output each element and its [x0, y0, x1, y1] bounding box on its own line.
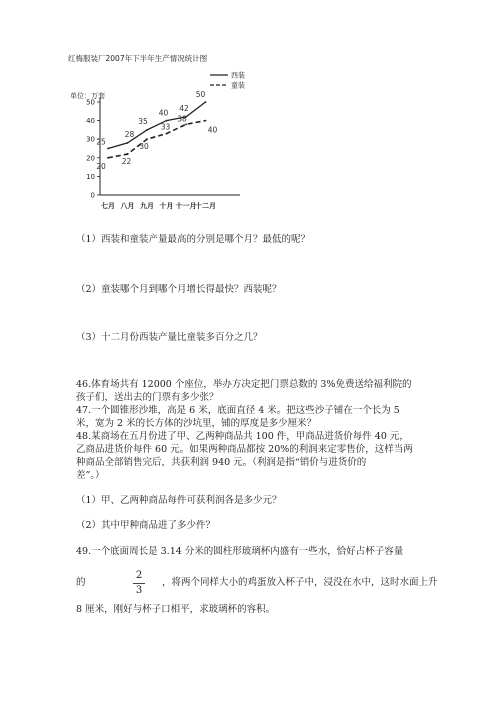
problem-47-line-2: 米，宽为 2 米的长方体的沙坑里，铺的厚度是多少厘米？: [76, 418, 317, 429]
data-point: [107, 148, 109, 150]
data-label: 40: [158, 108, 169, 118]
x-tick-label: 十一月: [175, 202, 197, 210]
data-label: 22: [121, 157, 132, 167]
data-label: 20: [96, 161, 106, 171]
x-tick-label: 七月: [101, 202, 115, 210]
problem-49-line-2: ，将两个同样大小的鸡蛋放入杯子中，浸没在水中，这时水面上升: [162, 577, 438, 588]
chart-legend: [210, 71, 245, 90]
problem-48-line-1: 48.某商场在五月份进了甲、乙两种商品共 100 件，甲商品进货价每件 40 元，: [76, 431, 409, 442]
fraction-bar: [133, 583, 145, 584]
y-tick-label: 20: [86, 154, 95, 163]
y-tick-label: 10: [86, 172, 95, 181]
line-chart: [62, 52, 247, 212]
problem-48-line-4: 差”。）: [76, 470, 105, 481]
data-label: 25: [96, 137, 106, 147]
data-point: [107, 157, 109, 159]
x-tick-label: 十二月: [195, 202, 216, 210]
problem-48-question-2: （2）其中甲种商品进了多少件？: [76, 520, 216, 531]
fraction-two-thirds: [131, 570, 147, 597]
x-tick-label: 八月: [120, 202, 135, 210]
data-point: [127, 153, 129, 155]
data-point: [166, 133, 168, 135]
problem-48-line-2: 乙商品进货价每件 60 元。如果两种商品都按 20%的利润来定零售价，这样当两: [76, 444, 413, 455]
problem-46-line-2: 孩子们，送出去的门票有多少张？: [76, 392, 219, 403]
data-label: 35: [138, 116, 148, 126]
problem-49-lead: 的: [76, 577, 86, 588]
data-label: 38: [177, 114, 187, 124]
y-tick-label: 0: [90, 191, 95, 200]
problem-49-line-3: 8 厘米，刚好与杯子口相平，求玻璃杯的容积。: [76, 604, 276, 615]
data-label: 40: [207, 125, 218, 135]
chart-series: [96, 90, 217, 171]
y-tick-label: 50: [86, 98, 95, 107]
legend-label-1: 西装: [231, 71, 245, 80]
series-line-1: [108, 102, 206, 152]
series-line-2: [108, 121, 206, 158]
data-label: 33: [160, 122, 171, 132]
data-point: [205, 101, 207, 103]
y-tick-label: 40: [86, 117, 95, 126]
chart-title: 红梅服装厂2007年下半年生产情况统计图: [68, 54, 208, 63]
y-tick-label: 30: [86, 135, 95, 144]
data-label: 50: [195, 90, 206, 99]
legend-label-2: 童装: [231, 81, 245, 90]
problem-48-question-1: （1）甲、乙两种商品每件可获利润各是多少元？: [76, 495, 282, 506]
data-point: [205, 120, 207, 122]
problem-46-line-1: 46.体育场共有 12000 个座位，举办方决定把门票总数的 3%免费送给福利院的: [76, 379, 412, 390]
problem-48-line-3: 种商品全部销售完后，共获利润 940 元。（利润是指“销价与进货价的: [76, 457, 367, 468]
data-point: [146, 138, 148, 140]
question-1: （1）西装和童装产量最高的分别是哪个月？最低的呢？: [76, 234, 311, 245]
data-label: 28: [124, 129, 135, 139]
problem-47-line-1: 47.一个圆锥形沙堆，高是 6 米，底面直径 4 米。把这些沙子铺在一个长为 5: [76, 405, 400, 416]
data-point: [146, 129, 148, 131]
question-2: （2）童装哪个月到哪个月增长得最快？西装呢？: [76, 284, 282, 295]
data-point: [127, 142, 129, 144]
x-tick-label: 十月: [159, 202, 174, 210]
fraction-numerator: 2: [135, 570, 143, 581]
data-label: 30: [139, 142, 149, 152]
data-label: 42: [179, 103, 189, 113]
unit-label: 单位：万套: [70, 92, 105, 100]
question-3: （3）十二月份西装产量比童装多百分之几？: [76, 332, 263, 343]
fraction-denominator: 3: [135, 585, 143, 596]
data-point: [166, 120, 168, 122]
data-point: [185, 123, 187, 125]
problem-49-line-1: 49.一个底面周长是 3.14 分米的圆柱形玻璃杯内盛有一些水，恰好占杯子容量: [76, 546, 404, 557]
x-tick-label: 九月: [140, 202, 154, 210]
